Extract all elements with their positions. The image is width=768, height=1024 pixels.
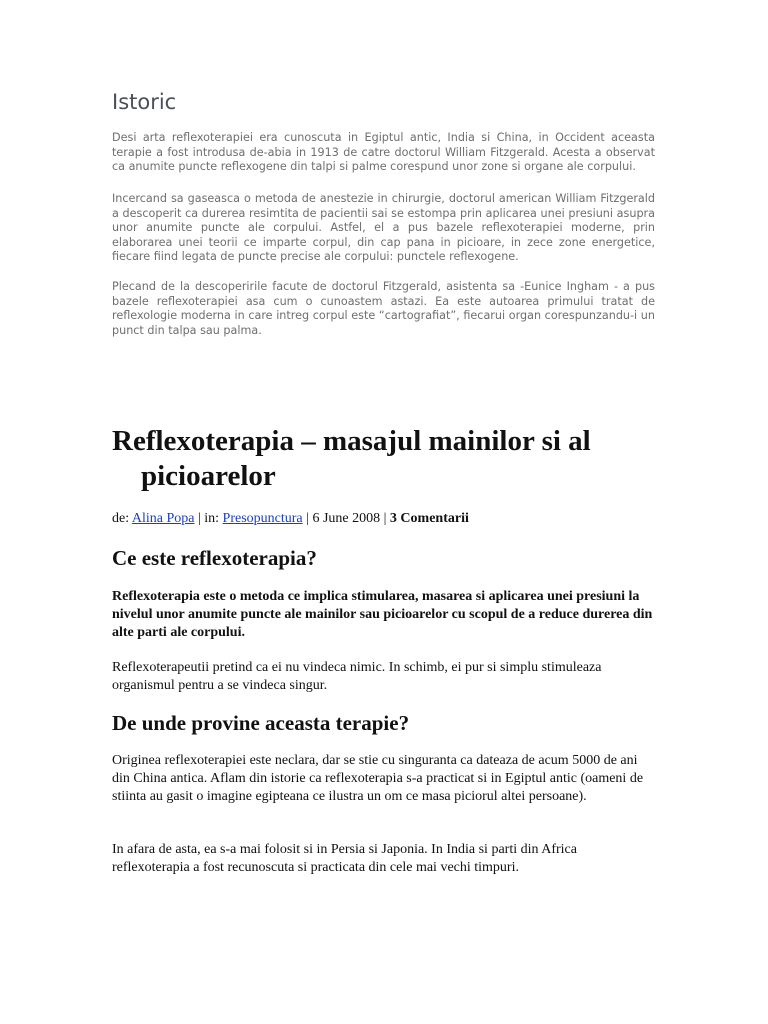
author-link[interactable]: Alina Popa (131, 511, 195, 526)
istoric-paragraph-1: Desi arta reflexoterapiei era cunoscuta in Egiptul antic, India si China, in Occident aceasta terapie a fost introdusa de-abia in 1913 de catre doctorul William Fitzgerald. Acesta a observat ca anumite puncte reflexogene din talpi si palme corespund unor zone si organe ale corpului. (112, 131, 655, 173)
section-heading-origin: De unde provine aceasta terapie? (112, 711, 410, 735)
meta-by-prefix: de: (112, 511, 132, 526)
meta-in-prefix: | in: (194, 511, 223, 526)
category-link[interactable]: Presopunctura (222, 511, 303, 526)
istoric-paragraph-3: Plecand de la descoperirile facute de doctorul Fitzgerald, asistenta sa -Eunice Ingham - a pus bazele reflexoterapiei asa cum o cunoastem astazi. Ea este autoarea primului tratat de reflexologie moderna in care intreg corpul este “cartografiat”, fiecarui organ corespunzandu-i un punct din talpa sau palma. (112, 280, 655, 337)
article-title (112, 424, 672, 494)
article-title-line-1: Reflexoterapia – masajul mainilor si al (112, 425, 591, 457)
section2-paragraph-2: In afara de asta, ea s-a mai folosit si in Persia si Japonia. In India si parti din Africa reflexoterapia a fost recunoscuta si practicata din cele mai vechi timpuri. (112, 842, 577, 875)
section-heading-what-is: Ce este reflexoterapia? (112, 546, 317, 570)
istoric-heading: Istoric (112, 90, 177, 114)
comments-count: 3 Comentarii (389, 511, 469, 526)
article-title-line-2: picioarelor (141, 460, 276, 492)
meta-date: | 6 June 2008 | (302, 511, 390, 526)
article-meta (112, 511, 469, 527)
section2-paragraph-1: Originea reflexoterapiei este neclara, dar se stie cu singuranta ca dateaza de acum 5000 de ani din China antica. Aflam din istorie ca reflexoterapia s-a practicat si in Egiptul antic (oameni de stiinta au gasit o imagine egipteana ce ilustra un om ce masa piciorul altei persoane). (112, 753, 644, 804)
section1-bold-paragraph: Reflexoterapia este o metoda ce implica stimularea, masarea si aplicarea unei presiuni la nivelul unor anumite puncte ale mainilor sau picioarelor cu scopul de a reduce durerea din alte parti ale corpului. (112, 589, 653, 640)
section1-paragraph: Reflexoterapeutii pretind ca ei nu vindeca nimic. In schimb, ei pur si simplu stimuleaza organismul pentru a se vindeca singur. (112, 660, 602, 693)
istoric-paragraph-2: Incercand sa gaseasca o metoda de anestezie in chirurgie, doctorul american William Fitzgerald a descoperit ca durerea resimtita de pacientii sai se estompa prin aplicarea unei presiuni asupra unor anumite puncte ale corpului. Astfel, el a pus bazele reflexoterapiei moderne, prin elaborarea unei teorii ce imparte corpul, din cap pana in picioare, in zece zone energetice, fiecare fiind legata de puncte precise ale corpului: punctele reflexogene. (112, 192, 655, 263)
